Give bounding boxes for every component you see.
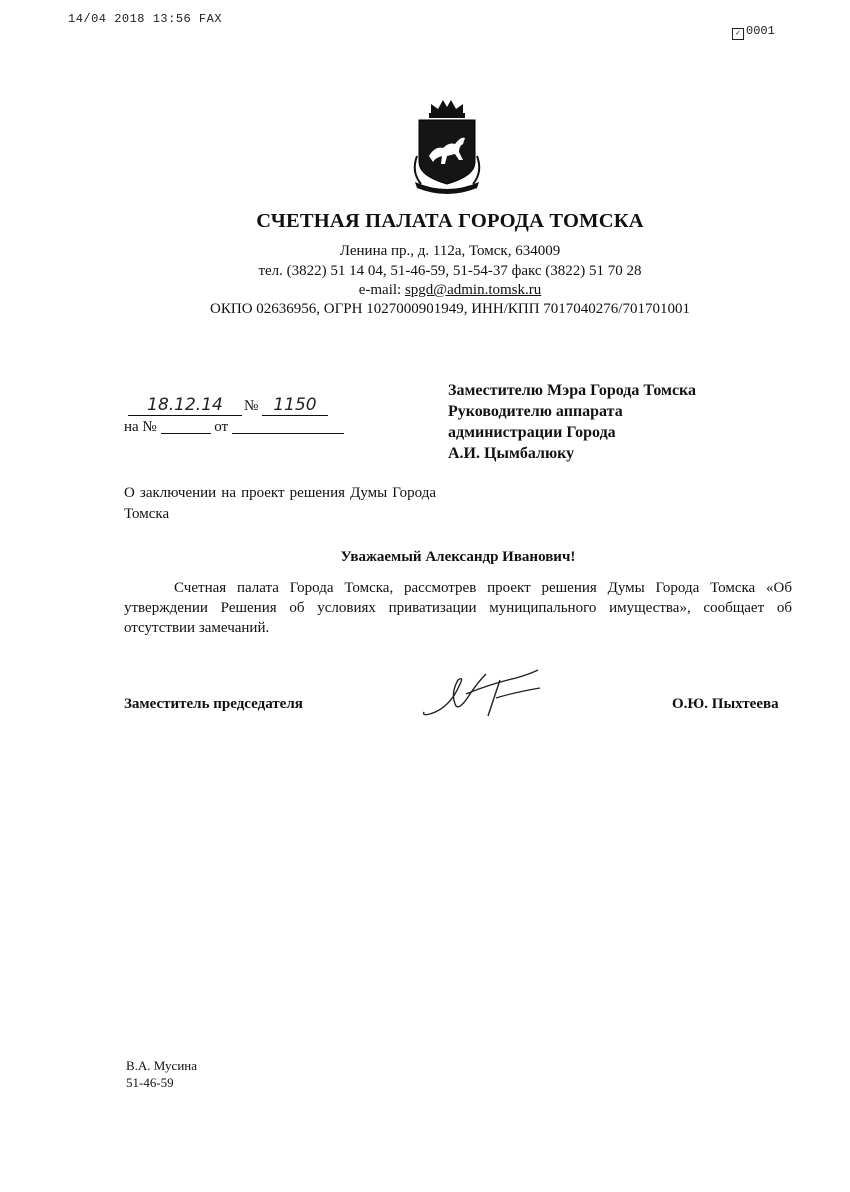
recipient-line: А.И. Цымбалюку: [448, 445, 575, 462]
body-text: Счетная палата Города Томска, рассмотрев проект решения Думы Города Томска «Об утверждении Решения об условиях приватизации муниципального имущества», сообщает об отсутствии замечаний.: [124, 580, 792, 636]
recipient-line: Руководителю аппарата: [448, 403, 623, 420]
outgoing-date: 18.12.14: [128, 395, 242, 416]
page-number: [732, 24, 775, 40]
reply-date-blank: [232, 419, 344, 434]
reply-number-blank: [161, 419, 211, 434]
reply-from-label: от: [214, 419, 229, 435]
recipient-line: Заместителю Мэра Города Томска: [448, 382, 697, 399]
recipient-line: администрации Города: [448, 424, 616, 441]
org-title: СЧЕТНАЯ ПАЛАТА ГОРОДА ТОМСКА: [256, 210, 644, 232]
executor-phone: 51-46-59: [126, 1075, 174, 1090]
recipient-block: [448, 380, 696, 464]
subject: О заключении на проект решения Думы Города Томска: [124, 485, 436, 522]
salutation: Уважаемый Александр Иванович!: [340, 549, 576, 565]
email-link[interactable]: spgd@admin.tomsk.ru: [404, 282, 542, 298]
reply-reference: [124, 419, 344, 436]
address: Ленина пр., д. 112а, Томск, 634009: [339, 243, 561, 259]
phones: тел. (3822) 51 14 04, 51-46-59, 51-54-37 факс (3822) 51 70 28: [258, 263, 642, 279]
reply-label: на №: [124, 419, 157, 435]
signatory-name: О.Ю. Пыхтеева: [672, 696, 779, 712]
handwritten-signature-icon: [420, 664, 550, 724]
registry-codes: ОКПО 02636956, ОГРН 1027000901949, ИНН/КПП 7017040276/701701001: [210, 301, 690, 317]
email-line: [0, 281, 850, 300]
outgoing-number: 1150: [262, 395, 328, 416]
signatory-role: Заместитель председателя: [124, 696, 303, 712]
executor-block: [126, 1057, 197, 1091]
tomsk-coat-of-arms-icon: [407, 96, 487, 196]
executor-name: В.А. Мусина: [126, 1058, 197, 1073]
page-number-value: 0001: [746, 24, 775, 38]
fax-header: 14/04 2018 13:56 FAX: [68, 12, 223, 26]
email-label: e-mail:: [358, 282, 402, 298]
number-label: №: [244, 398, 259, 414]
checkbox-mark-icon: ✓: [732, 28, 744, 40]
